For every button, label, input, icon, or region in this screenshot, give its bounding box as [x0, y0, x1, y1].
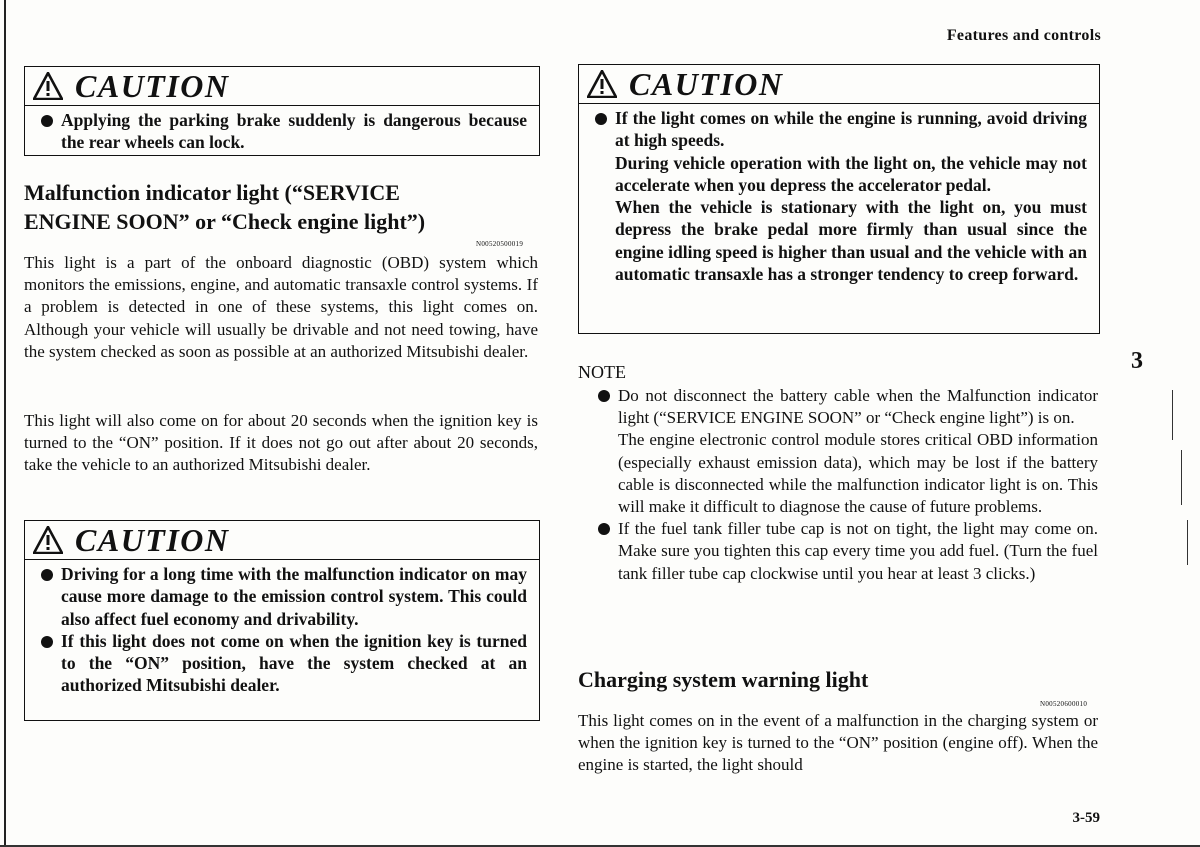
caution-body — [579, 104, 1099, 291]
caution-header — [579, 65, 1099, 104]
reference-code: N00520600010 — [1040, 700, 1088, 708]
caution-body — [25, 106, 539, 160]
page-number: 3-59 — [1072, 810, 1100, 826]
note-item — [596, 518, 1098, 585]
caution-body — [25, 560, 539, 703]
note-item-text: The engine electronic control module stores critical OBD information (especially exhaust emission data), which may be lost if the battery cable is disconnected while the malfunction indicator light is on. This will make it difficult to diagnose the cause of future problems. — [618, 430, 1098, 517]
chapter-number: 3 — [1131, 348, 1143, 374]
bullet-icon — [598, 390, 610, 402]
note-item-text: If the fuel tank filler tube cap is not on tight, the light may come on. Make sure you tighten this cap every time you add fuel. (Turn the fuel tank filler tube cap clockwise until you hear at least 3 clicks.) — [618, 519, 1098, 583]
body-paragraph: This light comes on in the event of a malfunction in the charging system or when the ignition key is turned to the “ON” position (engine off). When the engine is started, the light should — [578, 711, 1098, 775]
warning-triangle-icon — [33, 526, 63, 554]
caution-title: CAUTION — [75, 67, 230, 104]
note-label: NOTE — [578, 362, 626, 382]
bullet-icon — [41, 115, 53, 127]
note-item — [596, 385, 1098, 518]
reference-code: N00520500019 — [476, 240, 524, 248]
caution-item-text: Driving for a long time with the malfunction indicator on may cause more damage to the emission control system. This could also affect fuel economy and drivability. — [61, 564, 527, 629]
page-edge — [4, 0, 6, 847]
caution-item — [39, 563, 527, 630]
warning-triangle-icon — [587, 70, 617, 98]
caution-item-text: When the vehicle is stationary with the light on, you must depress the brake pedal more firmly than usual since the engine idling speed is higher than usual and the vehicle with an automatic transaxle has a stronger tendency to creep forward. — [615, 197, 1087, 285]
heading-line: Malfunction indicator light (“SERVICE — [24, 180, 400, 205]
caution-title: CAUTION — [629, 65, 784, 102]
section-title: Features and controls — [946, 27, 1101, 44]
body-paragraph: This light is a part of the onboard diagnostic (OBD) system which monitors the emissions, engine, and automatic transaxle control systems. If a problem is detected in one of these systems, this light comes on. Although your vehicle will usually be drivable and not need towing, have the system checked as soon as possible at an authorized Mitsubishi dealer. — [24, 253, 538, 361]
heading-line: ENGINE SOON” or “Check engine light”) — [24, 209, 426, 234]
scan-mark — [1181, 450, 1182, 505]
body-paragraph: This light will also come on for about 20 seconds when the ignition key is turned to the “ON” position. If it does not go out after about 20 seconds, take the vehicle to an authorized Mitsubishi dealer. — [24, 411, 538, 475]
caution-header — [25, 521, 539, 560]
bullet-icon — [598, 523, 610, 535]
caution-header — [25, 67, 539, 106]
scan-mark — [1172, 390, 1173, 440]
caution-box-parking-brake — [24, 66, 540, 156]
scan-mark — [1187, 520, 1188, 565]
bullet-icon — [41, 569, 53, 581]
note-item-text: Do not disconnect the battery cable when the Malfunction indicator light (“SERVICE ENGINE SOON” or “Check engine light”) is on. — [618, 386, 1098, 428]
note-list — [596, 385, 1098, 585]
caution-item — [39, 109, 527, 154]
caution-item-text: If this light does not come on when the ignition key is turned to the “ON” position, have the system checked at an authorized Mitsubishi dealer. — [61, 630, 527, 696]
caution-item-text: Applying the parking brake suddenly is dangerous because the rear wheels can lock. — [61, 110, 527, 153]
section-heading-malfunction-indicator — [24, 178, 544, 236]
caution-box-malfunction — [24, 520, 540, 721]
warning-triangle-icon — [33, 72, 63, 100]
bullet-icon — [41, 636, 53, 648]
caution-item-text: If the light comes on while the engine is running, avoid driving at high speeds. — [615, 108, 1087, 151]
caution-title: CAUTION — [75, 521, 230, 558]
bullet-icon — [595, 113, 607, 125]
caution-item-text: During vehicle operation with the light on, the vehicle may not accelerate when you depress the accelerator pedal. — [615, 152, 1087, 195]
section-heading-charging-system: Charging system warning light — [578, 667, 869, 692]
caution-box-engine-running — [578, 64, 1100, 334]
caution-item — [39, 630, 527, 697]
caution-item — [593, 107, 1087, 285]
